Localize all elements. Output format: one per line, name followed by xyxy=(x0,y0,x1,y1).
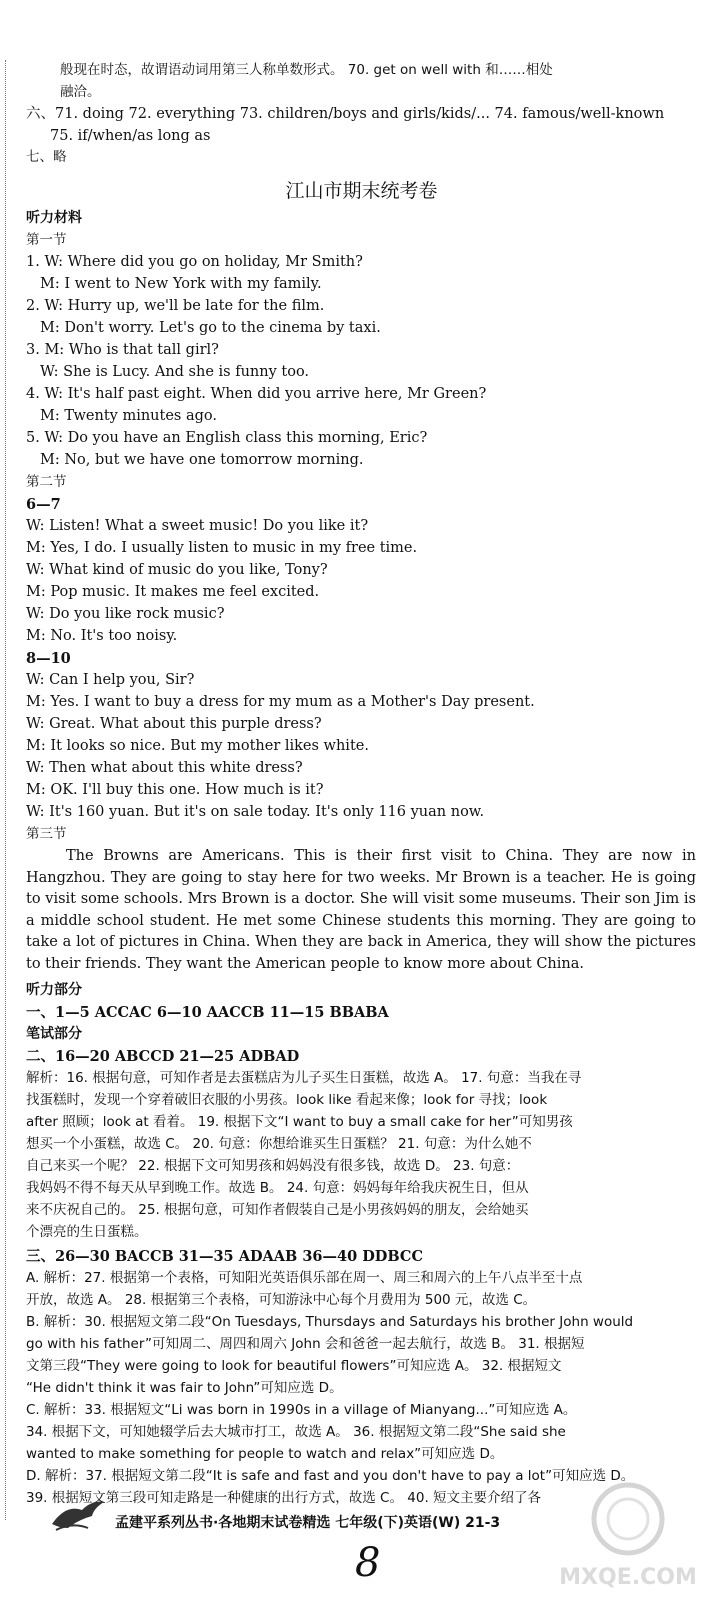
dialog-line: M: Yes, I do. I usually listen to music in my free time. xyxy=(26,540,418,556)
dialog-line: W: Then what about this white dress? xyxy=(26,760,303,776)
analysis-line: 开放，故选 A。 28. 根据第三个表格，可知游泳中心每个月费用为 500 元，故选 C。 xyxy=(26,1292,537,1308)
dialog-line: 1. W: Where did you go on holiday, Mr Smith? xyxy=(26,254,363,270)
watermark-text: MXQE.COM xyxy=(559,1565,697,1590)
analysis-line: 自己来买一个呢？ 22. 根据下文可知男孩和妈妈没有很多钱，故选 D。 23. 句意： xyxy=(26,1158,520,1174)
analysis-line: 来不庆祝自己的。 25. 根据句意，可知作者假装自己是小男孩妈妈的朋友，会给她买 xyxy=(26,1202,529,1218)
dialog-line: 4. W: It's half past eight. When did you arrive here, Mr Green? xyxy=(26,386,487,402)
analysis-line: 个漂亮的生日蛋糕。 xyxy=(26,1224,148,1240)
exam-title: 江山市期末统考卷 xyxy=(285,180,438,202)
dialog-line: M: Pop music. It makes me feel excited. xyxy=(26,584,320,600)
section-heading: 听力材料 xyxy=(26,210,82,226)
dialog-line: W: Do you like rock music? xyxy=(26,606,225,622)
answer-line: 融洽。 xyxy=(60,84,101,100)
dialog-line: M: No, but we have one tomorrow morning. xyxy=(40,452,364,468)
dialog-line: W: She is Lucy. And she is funny too. xyxy=(40,364,310,380)
dialog-line: W: Can I help you, Sir? xyxy=(26,672,195,688)
answer-key: 一、1—5 ACCAC 6—10 AACCB 11—15 BBABA xyxy=(26,1004,389,1021)
analysis-line: A. 解析：27. 根据第一个表格，可知阳光英语俱乐部在周一、周三和周六的上午八点半至十点 xyxy=(26,1270,583,1286)
analysis-line: 我妈妈不得不每天从早到晚工作。故选 B。 24. 句意：妈妈每年给我庆祝生日，但从 xyxy=(26,1180,529,1196)
answer-line: 六、71. doing 72. everything 73. children/boys and girls/kids/... 74. famous/well-known xyxy=(26,106,665,122)
answer-line: 75. if/when/as long as xyxy=(50,128,211,144)
dialog-line: W: Great. What about this purple dress? xyxy=(26,716,322,732)
analysis-line: “He didn't think it was fair to John”可知应选 D。 xyxy=(26,1380,343,1396)
analysis-line: 想买一个小蛋糕，故选 C。 20. 句意：你想给谁买生日蛋糕？ 21. 句意：为什么她不 xyxy=(26,1136,532,1152)
dialog-line: 3. M: Who is that tall girl? xyxy=(26,342,219,358)
dialog-line: M: OK. I'll buy this one. How much is it? xyxy=(26,782,324,798)
subsection-heading: 第三节 xyxy=(26,826,67,842)
analysis-line: C. 解析：33. 根据短文“Li was born in 1990s in a village of Mianyang...”可知应选 A。 xyxy=(26,1402,577,1418)
answer-key: 二、16—20 ABCCD 21—25 ADBAD xyxy=(26,1048,300,1065)
watermark-logo xyxy=(543,1474,713,1594)
subsection-heading: 第一节 xyxy=(26,232,67,248)
answer-line: 七、略 xyxy=(26,149,67,165)
dialog-line: W: Listen! What a sweet music! Do you like it? xyxy=(26,518,369,534)
dialog-line: M: Twenty minutes ago. xyxy=(40,408,217,424)
dialog-line: 2. W: Hurry up, we'll be late for the film. xyxy=(26,298,325,314)
subsection-heading: 第二节 xyxy=(26,474,67,490)
handwritten-page-number: 8 xyxy=(355,1540,381,1586)
dialog-line: 5. W: Do you have an English class this morning, Eric? xyxy=(26,430,428,446)
analysis-line: 39. 根据短文第三段可知走路是一种健康的出行方式，故选 C。 40. 短文主要介绍了各 xyxy=(26,1490,542,1506)
analysis-line: wanted to make something for people to watch and relax”可知应选 D。 xyxy=(26,1446,504,1462)
analysis-line: go with his father”可知周二、周四和周六 John 会和爸爸一起去航行，故选 B。 31. 根据短 xyxy=(26,1336,585,1352)
dialog-line: W: It's 160 yuan. But it's on sale today. It's only 116 yuan now. xyxy=(26,804,485,820)
analysis-line: 找蛋糕时，发现一个穿着破旧衣服的小男孩。look like 看起来像；look for 寻找；look xyxy=(26,1092,548,1108)
analysis-line: 文第三段“They were going to look for beautiful flowers”可知应选 A。 32. 根据短文 xyxy=(26,1358,562,1374)
question-range: 6—7 xyxy=(26,496,61,513)
dialog-line: M: I went to New York with my family. xyxy=(40,276,322,292)
binding-margin-line xyxy=(5,60,6,1520)
footer-series-title: 孟建平系列丛书·各地期末试卷精选 七年级(下)英语(W) 21-3 xyxy=(115,1515,501,1531)
analysis-line: 解析：16. 根据句意，可知作者是去蛋糕店为儿子买生日蛋糕，故选 A。 17. 句意：当我在寻 xyxy=(26,1070,582,1086)
analysis-line: after 照顾；look at 看着。 19. 根据下文“I want to buy a small cake for her”可知男孩 xyxy=(26,1114,573,1130)
publisher-bird-icon xyxy=(48,1494,108,1534)
dialog-line: M: It looks so nice. But my mother likes white. xyxy=(26,738,369,754)
dialog-line: M: No. It's too noisy. xyxy=(26,628,178,644)
analysis-line: B. 解析：30. 根据短文第二段“On Tuesdays, Thursdays and Saturdays his brother John would xyxy=(26,1314,634,1330)
analysis-line: 34. 根据下文，可知她辍学后去大城市打工，故选 A。 36. 根据短文第二段“She said she xyxy=(26,1424,566,1440)
dialog-line: M: Don't worry. Let's go to the cinema by taxi. xyxy=(40,320,381,336)
question-range: 8—10 xyxy=(26,650,71,667)
listening-passage: The Browns are Americans. This is their first visit to China. They are now in Hangzhou. They are going to stay here for two weeks. Mr Brown is a teacher. He is going to visit some schools. Mrs Brown is a doctor. She will visit some museums. Their son Jim is a middle school student. He met some Chinese students this morning. They are going to take a lot of pictures in China. When they are back in America, they will show the pictures to their friends. They want the American people to know more about China. xyxy=(26,848,696,972)
answer-key: 三、26—30 BACCB 31—35 ADAAB 36—40 DDBCC xyxy=(26,1248,423,1265)
section-heading: 听力部分 xyxy=(26,982,82,998)
answer-line: 般现在时态，故谓语动词用第三人称单数形式。 70. get on well with 和……相处 xyxy=(60,62,553,78)
dialog-line: M: Yes. I want to buy a dress for my mum as a Mother's Day present. xyxy=(26,694,535,710)
analysis-line: D. 解析：37. 根据短文第二段“It is safe and fast and you don't have to pay a lot”可知应选 D。 xyxy=(26,1468,635,1484)
dialog-line: W: What kind of music do you like, Tony? xyxy=(26,562,328,578)
section-heading: 笔试部分 xyxy=(26,1026,82,1042)
